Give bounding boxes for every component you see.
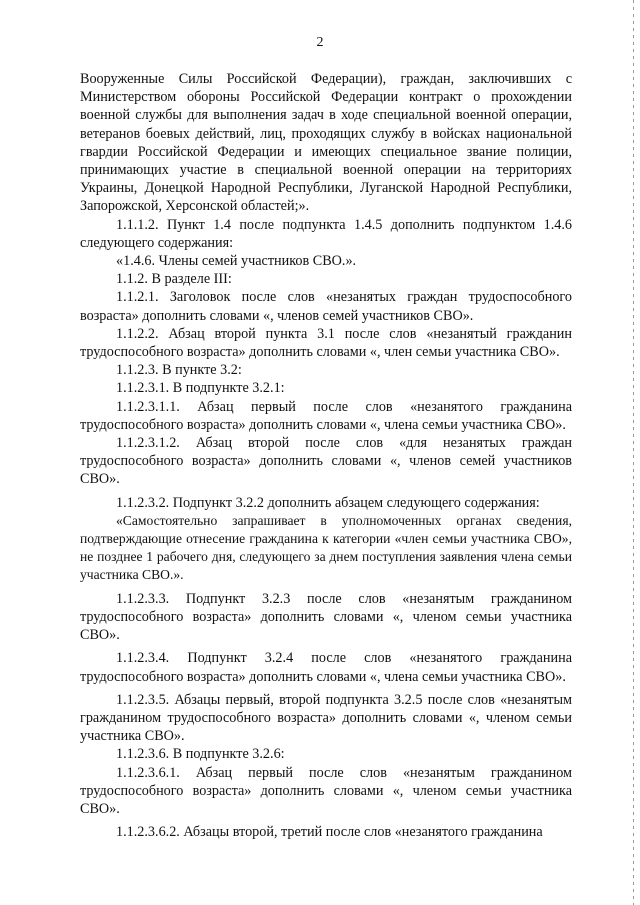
document-body	[80, 70, 572, 841]
paragraph: «Самостоятельно запрашивает в уполномоченных органах сведения, подтверждающие отнесение гражданина к категории «член семьи участника СВО», не позднее 1 рабочего дня, следующего за днем поступления заявления члена семьи участника СВО.».	[80, 512, 572, 583]
paragraph: 1.1.2.3.3. Подпункт 3.2.3 после слов «незанятым гражданином трудоспособного возраста» дополнить словами «, членом семьи участника СВО».	[80, 590, 572, 644]
paragraph: 1.1.2.3.1.1. Абзац первый после слов «незанятого гражданина трудоспособного возраста» дополнить словами «, члена семьи участника СВО».	[80, 398, 572, 433]
paragraph: 1.1.2.3. В пункте 3.2:	[116, 362, 242, 379]
paragraph: «1.4.6. Члены семей участников СВО.».	[116, 253, 357, 270]
paragraph: 1.1.2. В разделе III:	[116, 271, 232, 288]
paragraph: 1.1.2.3.1.2. Абзац второй после слов «для незанятых граждан трудоспособного возраста» дополнить словами «, членов семей участников СВО».	[80, 435, 572, 488]
paragraph: 1.1.1.2. Пункт 1.4 после подпункта 1.4.5 дополнить подпунктом 1.4.6 следующего содержания:	[80, 216, 572, 251]
paragraph: 1.1.2.3.5. Абзацы первый, второй подпункта 3.2.5 после слов «незанятым гражданином трудоспособного возраста» дополнить словами «, членом семьи участника СВО».	[80, 691, 572, 745]
paragraph: 1.1.2.3.6.1. Абзац первый после слов «незанятым гражданином трудоспособного возраста» дополнить словами «, членом семьи участника СВО».	[80, 764, 572, 817]
scan-edge	[633, 0, 634, 905]
paragraph: 1.1.2.3.6. В подпункте 3.2.6:	[116, 746, 285, 763]
paragraph: 1.1.2.3.2. Подпункт 3.2.2 дополнить абзацем следующего содержания:	[116, 494, 540, 511]
page-number: 2	[316, 35, 324, 50]
paragraph: 1.1.2.1. Заголовок после слов «незанятых граждан трудоспособного возраста» дополнить словами «, членов семей участников СВО».	[80, 289, 572, 324]
paragraph: 1.1.2.3.1. В подпункте 3.2.1:	[116, 380, 285, 397]
paragraph: 1.1.2.3.4. Подпункт 3.2.4 после слов «незанятого гражданина трудоспособного возраста» дополнить словами «, члена семьи участника СВО».	[80, 650, 572, 685]
paragraph: 1.1.2.3.6.2. Абзацы второй, третий после слов «незанятого гражданина	[116, 824, 543, 841]
paragraph: 1.1.2.2. Абзац второй пункта 3.1 после слов «незанятый гражданин трудоспособного возраста» дополнить словами «, член семьи участника СВО».	[80, 325, 572, 361]
paragraph: Вооруженные Силы Российской Федерации), граждан, заключивших с Министерством обороны Российской Федерации контракт о прохождении военной службы для выполнения задач в ходе специальной военной операции, ветеранов боевых действий, лиц, проходящих службу в войсках национальной гвардии Российской Федерации и имеющих специальное звание полиции, принимающих участие в специальной военной операции на территориях Украины, Донецкой Народной Республики, Луганской Народной Республики, Запорожской, Херсонской областей;».	[80, 71, 572, 215]
